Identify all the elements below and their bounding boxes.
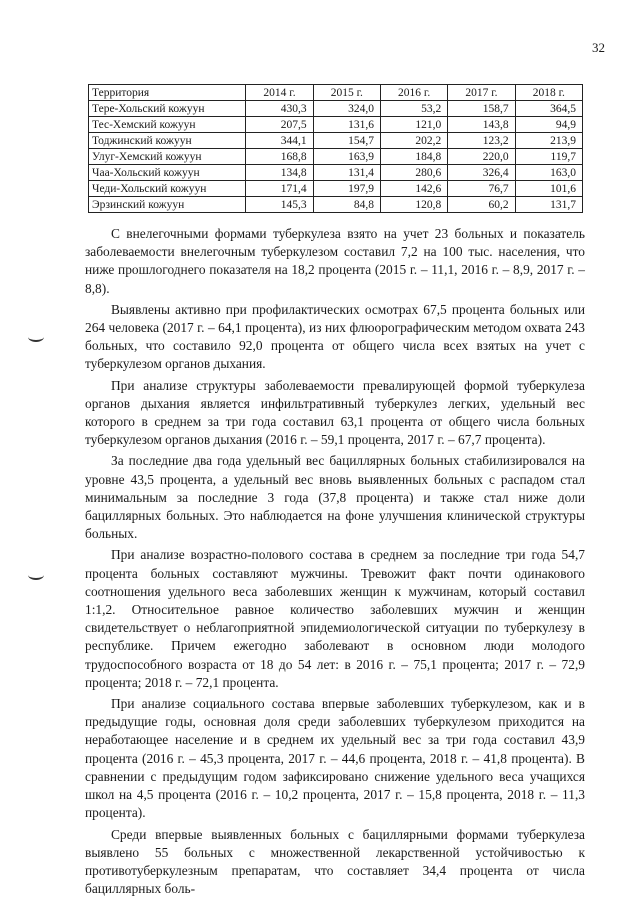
value-cell: 197,9 bbox=[313, 181, 380, 197]
paragraph: За последние два года удельный вес бациллярных больных стабилизировался на уровне 43,5 процента, а удельный вес вновь выявленных больных с распадом стал минимальным за последние 3 года (37,8 процента) и также стал ниже доли бациллярных больных. Это наблюдается на фоне улучшения клинической структуры больных. bbox=[85, 453, 585, 542]
value-cell: 119,7 bbox=[515, 149, 582, 165]
value-cell: 364,5 bbox=[515, 101, 582, 117]
table-row bbox=[89, 165, 583, 181]
territory-cell: Тоджинский кожуун bbox=[89, 133, 246, 149]
value-cell: 168,8 bbox=[246, 149, 313, 165]
territory-cell: Тере-Хольский кожуун bbox=[89, 101, 246, 117]
value-cell: 202,2 bbox=[380, 133, 447, 149]
value-cell: 344,1 bbox=[246, 133, 313, 149]
value-cell: 53,2 bbox=[380, 101, 447, 117]
territory-cell: Улуг-Хемский кожуун bbox=[89, 149, 246, 165]
value-cell: 163,0 bbox=[515, 165, 582, 181]
page-number: 32 bbox=[592, 40, 605, 55]
value-cell: 220,0 bbox=[448, 149, 515, 165]
table-row bbox=[89, 101, 583, 117]
value-cell: 121,0 bbox=[380, 117, 447, 133]
table-header-row bbox=[89, 85, 583, 101]
table-row bbox=[89, 133, 583, 149]
table-header-cell: 2017 г. bbox=[448, 85, 515, 101]
value-cell: 101,6 bbox=[515, 181, 582, 197]
paragraph: При анализе структуры заболеваемости превалирующей формой туберкулеза органов дыхания является инфильтративный туберкулез легких, удельный вес которого в среднем за три года составил 63,1 процента от общего числа больных туберкулезом органов дыхания (2016 г. – 59,1 процента, 2017 г. – 67,7 процента). bbox=[85, 377, 585, 448]
value-cell: 123,2 bbox=[448, 133, 515, 149]
paragraph: Среди впервые выявленных больных с бациллярными формами туберкулеза выявлено 55 больных с множественной лекарственной устойчивостью к противотуберкулезным препаратам, что составляет 34,4 процента от числа бациллярных боль- bbox=[85, 826, 585, 897]
table-header-cell: Территория bbox=[89, 85, 246, 101]
table-header-cell: 2016 г. bbox=[380, 85, 447, 101]
value-cell: 326,4 bbox=[448, 165, 515, 181]
body-text bbox=[85, 225, 585, 901]
value-cell: 324,0 bbox=[313, 101, 380, 117]
table-header-cell: 2015 г. bbox=[313, 85, 380, 101]
value-cell: 207,5 bbox=[246, 117, 313, 133]
value-cell: 145,3 bbox=[246, 197, 313, 213]
table-row bbox=[89, 181, 583, 197]
table-header-cell: 2014 г. bbox=[246, 85, 313, 101]
table-header-cell: 2018 г. bbox=[515, 85, 582, 101]
table-row bbox=[89, 197, 583, 213]
incidence-table bbox=[88, 84, 583, 213]
territory-cell: Тес-Хемский кожуун bbox=[89, 117, 246, 133]
value-cell: 430,3 bbox=[246, 101, 313, 117]
paragraph: При анализе социального состава впервые заболевших туберкулезом, как и в предыдущие годы, основная доля среди заболевших туберкулезом приходится на неработающее население и в среднем их удельный вес за три года составил 43,9 процента (2016 г. – 45,3 процента, 2017 г. – 44,6 процента, 2018 г. – 41,8 процента). В сравнении с предыдущим годом зафиксировано снижение удельного веса учащихся школ на 4,5 процента (2016 г. – 10,2 процента, 2017 г. – 15,8 процента, 2018 г. – 11,3 процента). bbox=[85, 696, 585, 821]
value-cell: 213,9 bbox=[515, 133, 582, 149]
value-cell: 163,9 bbox=[313, 149, 380, 165]
value-cell: 76,7 bbox=[448, 181, 515, 197]
value-cell: 143,8 bbox=[448, 117, 515, 133]
value-cell: 158,7 bbox=[448, 101, 515, 117]
value-cell: 142,6 bbox=[380, 181, 447, 197]
territory-cell: Эрзинский кожуун bbox=[89, 197, 246, 213]
value-cell: 280,6 bbox=[380, 165, 447, 181]
value-cell: 84,8 bbox=[313, 197, 380, 213]
territory-cell: Чеди-Хольский кожуун bbox=[89, 181, 246, 197]
margin-mark bbox=[28, 570, 44, 580]
value-cell: 134,8 bbox=[246, 165, 313, 181]
value-cell: 171,4 bbox=[246, 181, 313, 197]
paragraph: При анализе возрастно-полового состава в среднем за последние три года 54,7 процента больных составляют мужчины. Тревожит факт почти одинакового соотношения удельного веса заболевших женщин к мужчинам, который составил 1:1,2. Относительное равное количество заболевших мужчин и женщин свидетельствует о неблагоприятной эпидемиологической ситуации по туберкулезу в республике. Причем ежегодно заболевают в основном люди молодого трудоспособного возраста от 18 до 54 лет: в 2016 г. – 75,1 процента; 2017 г. – 72,9 процента; 2018 г. – 72,1 процента. bbox=[85, 547, 585, 690]
value-cell: 120,8 bbox=[380, 197, 447, 213]
paragraph: Выявлены активно при профилактических осмотрах 67,5 процента больных или 264 человека (2017 г. – 64,1 процента), из них флюорографическим методом охвата 243 больных, что составило 92,0 процента от общего числа всех взятых на учет с туберкулезом органов дыхания. bbox=[85, 301, 585, 372]
value-cell: 184,8 bbox=[380, 149, 447, 165]
value-cell: 154,7 bbox=[313, 133, 380, 149]
value-cell: 60,2 bbox=[448, 197, 515, 213]
territory-cell: Чаа-Хольский кожуун bbox=[89, 165, 246, 181]
margin-mark bbox=[28, 332, 44, 342]
paragraph: С внелегочными формами туберкулеза взято на учет 23 больных и показатель заболеваемости внелегочным туберкулезом составил 7,2 на 100 тыс. населения, что ниже прошлогоднего показателя на 18,2 процента (2015 г. – 11,1, 2016 г. – 8,9, 2017 г. – 8,8). bbox=[85, 226, 585, 296]
value-cell: 131,4 bbox=[313, 165, 380, 181]
value-cell: 94,9 bbox=[515, 117, 582, 133]
table-row bbox=[89, 149, 583, 165]
table-row bbox=[89, 117, 583, 133]
value-cell: 131,6 bbox=[313, 117, 380, 133]
value-cell: 131,7 bbox=[515, 197, 582, 213]
